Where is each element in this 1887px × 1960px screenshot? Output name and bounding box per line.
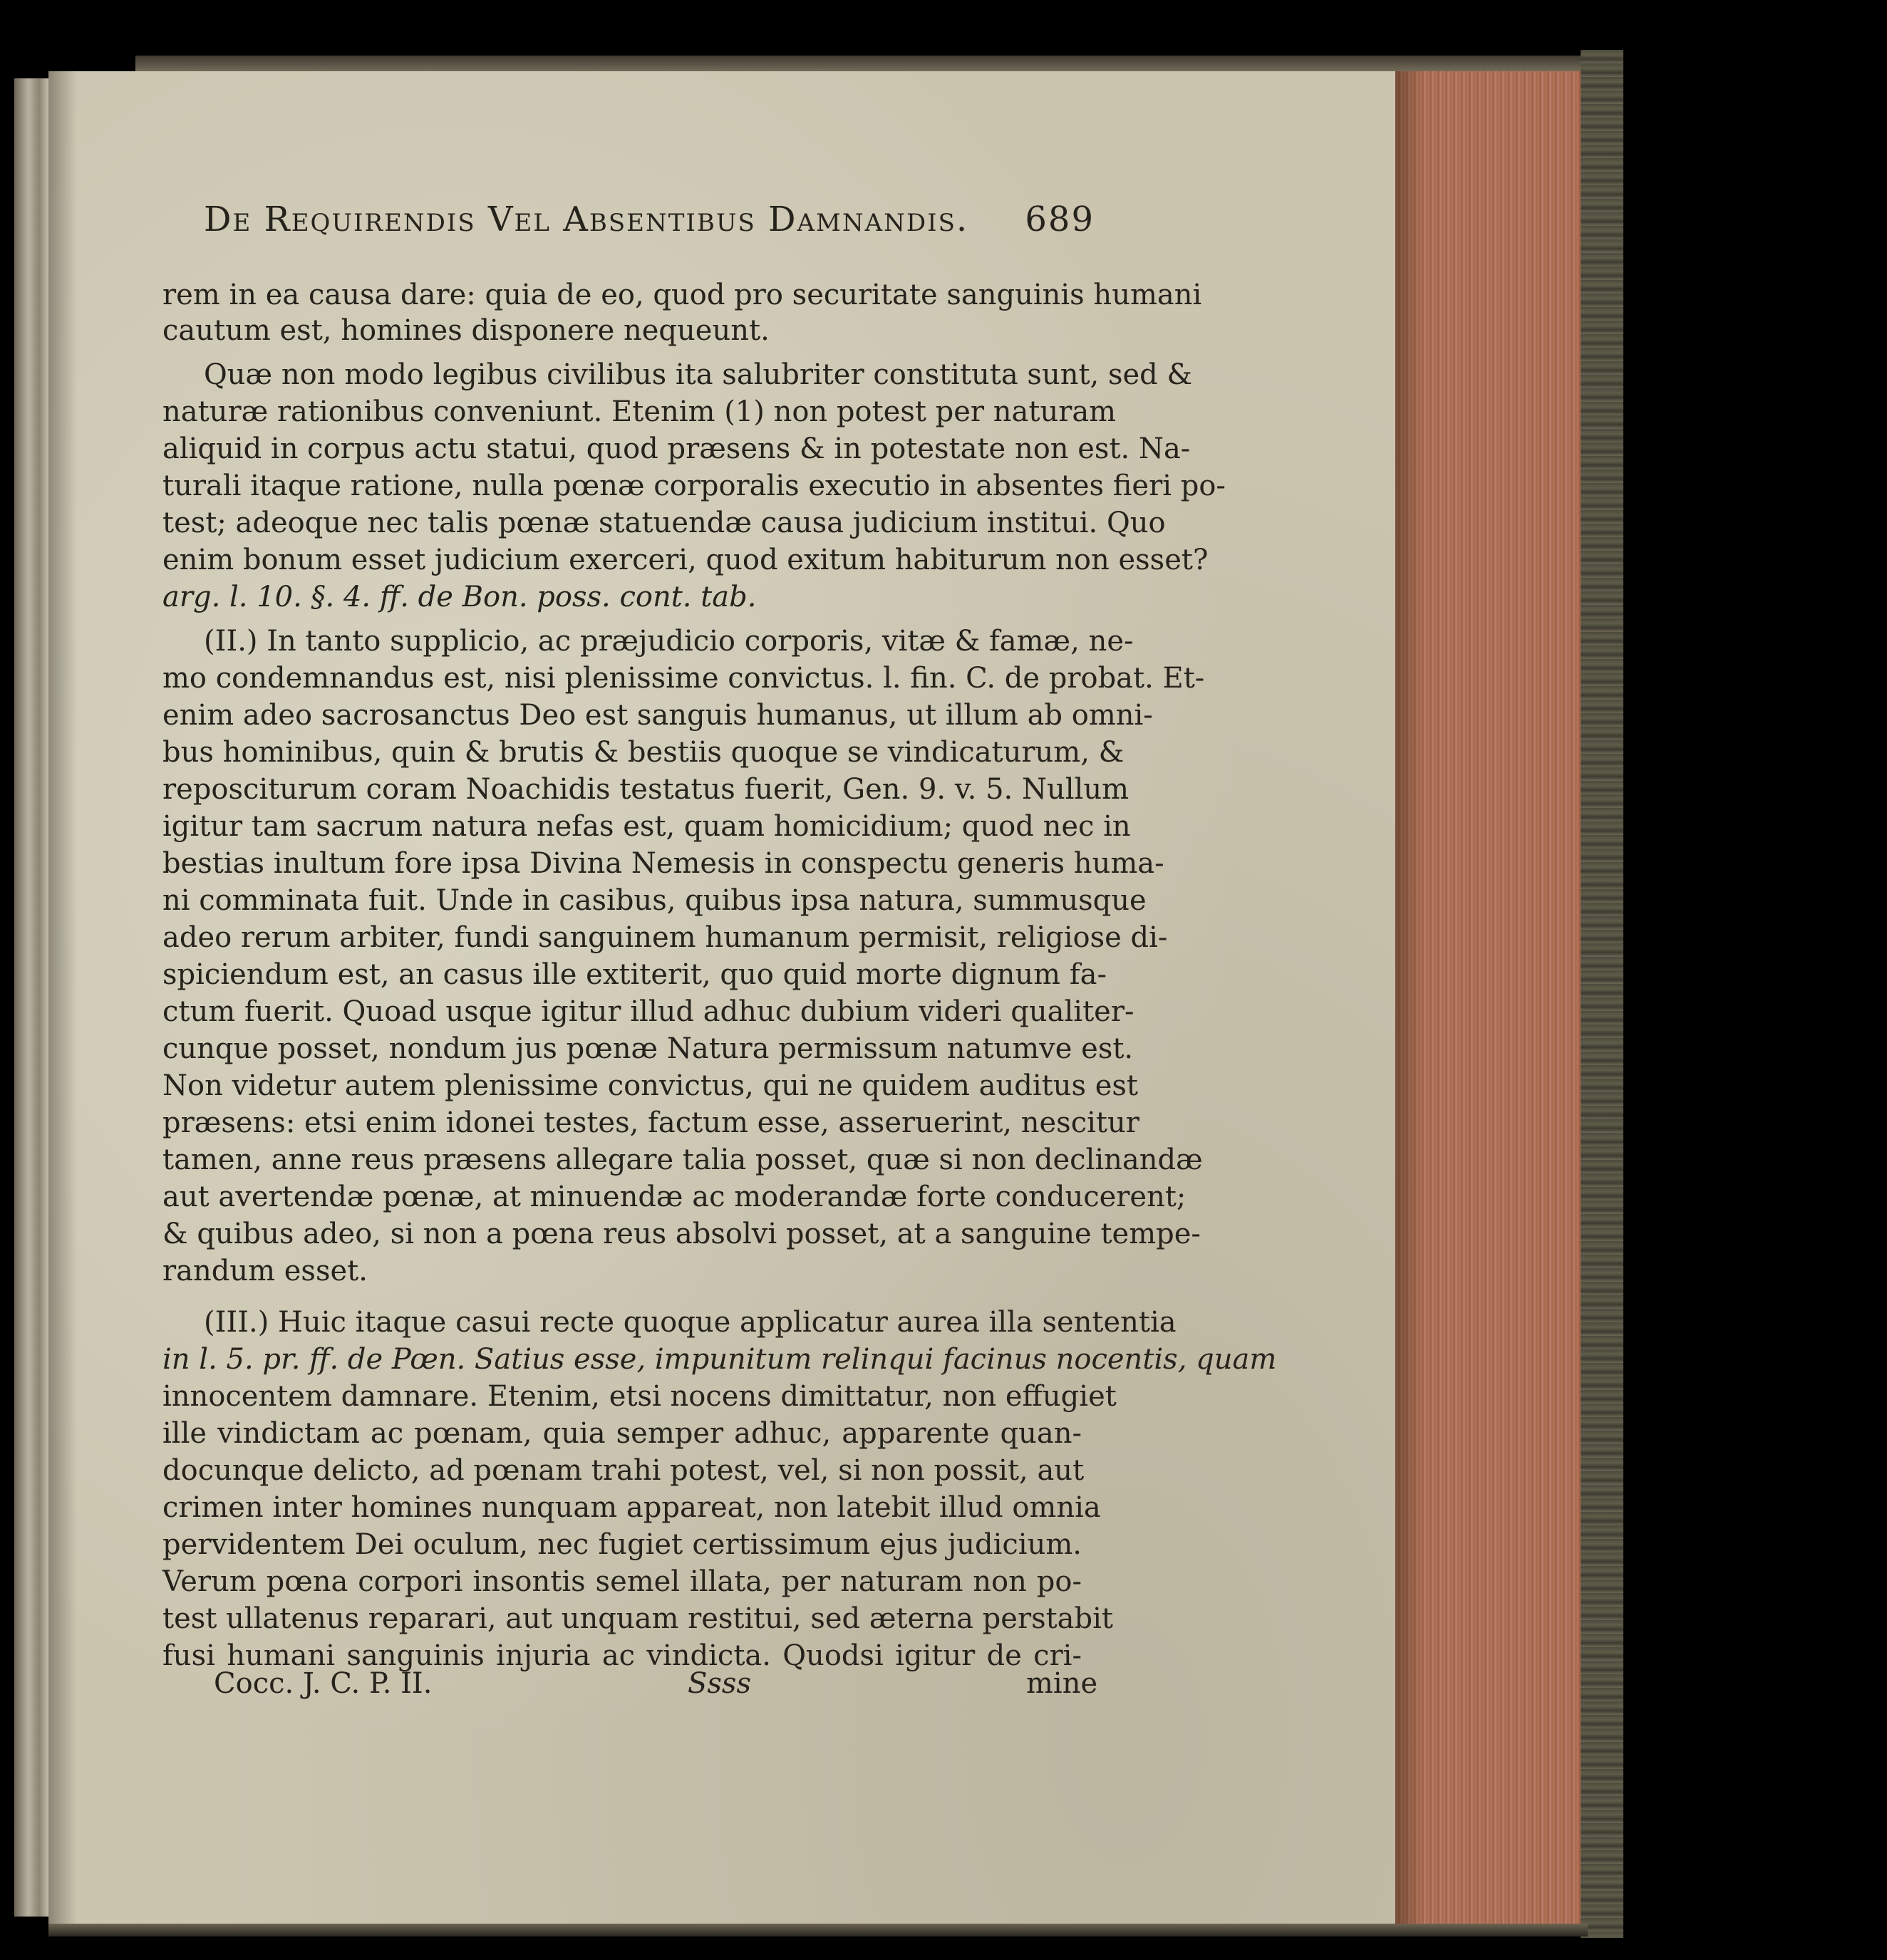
text-line: mo condemnandus est, nisi plenissime convictus. l. fin. C. de probat. Et- [162, 662, 1205, 695]
text-line: naturæ rationibus conveniunt. Etenim (1) non potest per naturam [162, 395, 1117, 428]
text-line: randum esset. [162, 1255, 368, 1287]
book-cover-edge [1581, 50, 1623, 1938]
text-line: (III.) Huic itaque casui recte quoque applicatur aurea illa sententia [204, 1306, 1177, 1339]
text-line: igitur tam sacrum natura nefas est, quam homicidium; quod nec in [162, 810, 1131, 843]
running-head-title: De Requirendis Vel Absentibus Damnandis. [204, 199, 969, 239]
text-line: innocentem damnare. Etenim, etsi nocens dimittatur, non effugiet [162, 1380, 1117, 1413]
signature-mark: Cocc. J. C. P. II. [214, 1667, 433, 1700]
text-line: cunque posset, nondum jus pœnæ Natura permissum natumve est. [162, 1032, 1134, 1065]
text-line: enim bonum esset judicium exerceri, quod exitum habiturum non esset? [162, 544, 1209, 576]
text-line: cautum est, homines disponere nequeunt. [162, 314, 770, 347]
text-line: spiciendum est, an casus ille extiterit, quo quid morte dignum fa- [162, 958, 1107, 991]
running-head [204, 199, 1095, 242]
text-line: aut avertendæ pœnæ, at minuendæ ac moderandæ forte conducerent; [162, 1181, 1187, 1213]
text-line: ctum fuerit. Quoad usque igitur illud adhuc dubium videri qualiter- [162, 995, 1134, 1028]
text-line: & quibus adeo, si non a pœna reus absolvi posset, at a sanguine tempe- [162, 1218, 1201, 1250]
text-line: reposciturum coram Noachidis testatus fuerit, Gen. 9. v. 5. Nullum [162, 773, 1129, 806]
text-line: test ullatenus reparari, aut unquam restitui, sed æterna perstabit [162, 1602, 1113, 1635]
text-line: (II.) In tanto supplicio, ac præjudicio corporis, vitæ & famæ, ne- [204, 625, 1134, 658]
left-page-edge [14, 78, 50, 1917]
page-number: 689 [1025, 199, 1095, 239]
text-line: adeo rerum arbiter, fundi sanguinem humanum permisit, religiose di- [162, 921, 1168, 954]
text-line: in l. 5. pr. ff. de Pœn. Satius esse, impunitum relinqui facinus nocentis, quam [162, 1343, 1277, 1376]
text-line: fusi humani sanguinis injuria ac vindicta. Quodsi igitur de cri- [162, 1639, 1082, 1672]
text-line: test; adeoque nec talis pœnæ statuendæ causa judicium institui. Quo [162, 507, 1166, 539]
text-line: rem in ea causa dare: quia de eo, quod pro securitate sanguinis humani [162, 279, 1202, 311]
text-line: crimen inter homines nunquam appareat, non latebit illud omnia [162, 1491, 1101, 1524]
text-line: ni comminata fuit. Unde in casibus, quibus ipsa natura, summusque [162, 884, 1147, 917]
book-bottom-edge [48, 1924, 1588, 1936]
text-line: ille vindictam ac pœnam, quia semper adhuc, apparente quan- [162, 1417, 1082, 1450]
text-line: Verum pœna corpori insontis semel illata, per naturam non po- [162, 1565, 1082, 1598]
fore-edge-shade [1395, 71, 1424, 1924]
text-line: pervidentem Dei oculum, nec fugiet certissimum ejus judicium. [162, 1528, 1082, 1561]
left-shadow [0, 0, 14, 1960]
text-line: Non videtur autem plenissime convictus, qui ne quidem auditus est [162, 1069, 1138, 1102]
text-line: enim adeo sacrosanctus Deo est sanguis humanus, ut illum ab omni- [162, 699, 1153, 732]
text-line: docunque delicto, ad pœnam trahi potest, vel, si non possit, aut [162, 1454, 1085, 1487]
text-line: turali itaque ratione, nulla pœnæ corporalis executio in absentes fieri po- [162, 470, 1226, 502]
catchword: mine [1026, 1667, 1098, 1700]
gutter-shadow [48, 71, 77, 1924]
gathering-mark: Ssss [688, 1667, 751, 1700]
text-line: aliquid in corpus actu statui, quod præsens & in potestate non est. Na- [162, 432, 1191, 465]
text-line: præsens: etsi enim idonei testes, factum esse, asseruerint, nescitur [162, 1106, 1139, 1139]
text-line: arg. l. 10. §. 4. ff. de Bon. poss. cont. tab. [162, 581, 757, 613]
text-line: bus hominibus, quin & brutis & bestiis quoque se vindicaturum, & [162, 736, 1125, 769]
text-line: tamen, anne reus præsens allegare talia posset, quæ si non declinandæ [162, 1144, 1203, 1176]
text-line: bestias inultum fore ipsa Divina Nemesis in conspectu generis huma- [162, 847, 1164, 880]
text-line: Quæ non modo legibus civilibus ita salubriter constituta sunt, sed & [204, 358, 1193, 391]
